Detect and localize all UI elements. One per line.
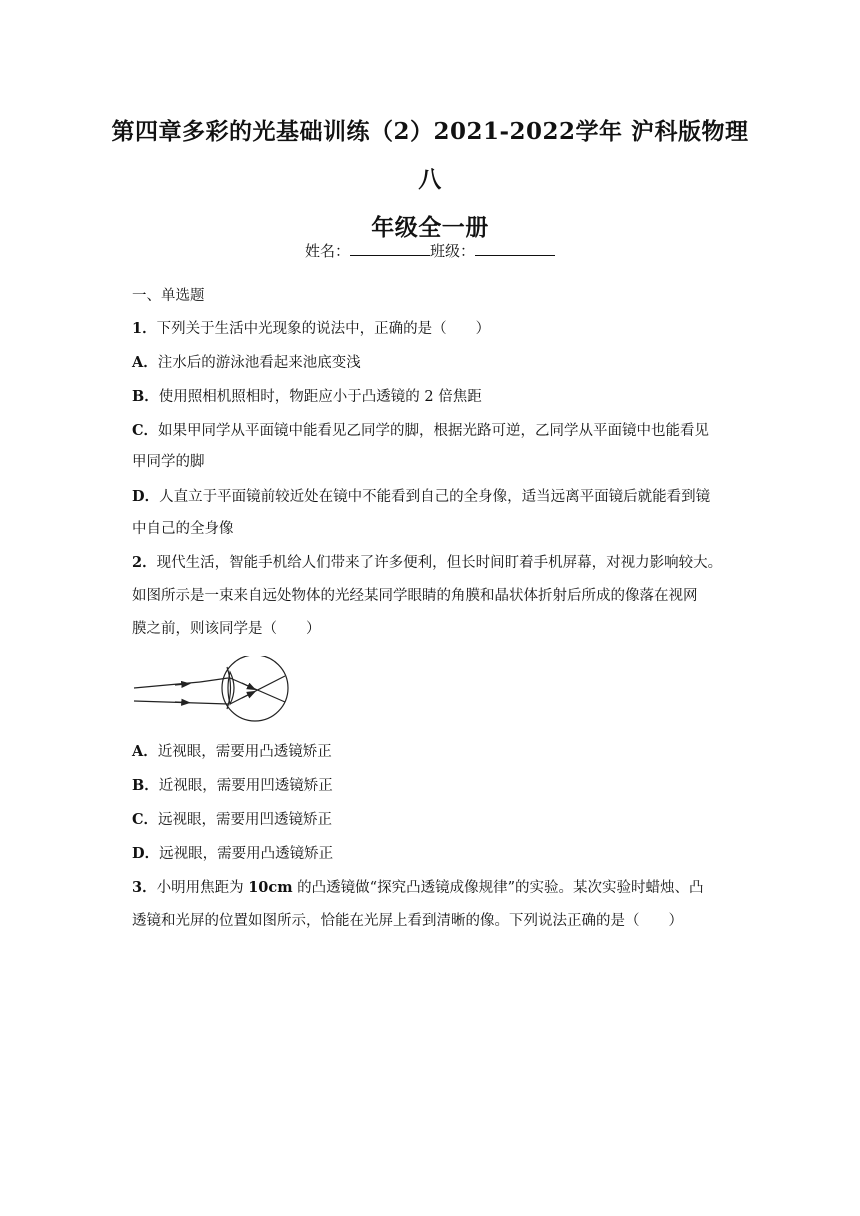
question-1-option-a: A．注水后的游泳池看起来池底变浅 (132, 354, 361, 371)
inner-arrow-lower (242, 693, 252, 698)
light-ray-upper-in-2 (200, 678, 228, 682)
class-label: 班级： (430, 242, 476, 260)
student-info-row (0, 240, 860, 262)
class-blank (475, 241, 555, 256)
refracted-ray-lower (230, 676, 285, 704)
question-2-option-d: D．远视眼，需要用凸透镜矫正 (132, 845, 334, 862)
question-3-stem: 3．小明用焦距为 10cm 的凸透镜做“探究凸透镜成像规律”的实验。某次实验时蜡烛、凸 (132, 879, 704, 896)
question-1-option-c: C．如果甲同学从平面镜中能看见乙同学的脚，根据光路可逆，乙同学从平面镜中也能看见 (132, 422, 710, 439)
question-1-option-d: D．人直立于平面镜前较近处在镜中不能看到自己的全身像，适当远离平面镜后就能看到镜 (132, 488, 711, 505)
section-heading: 一、单选题 (132, 288, 205, 304)
title-line-2: 年级全一册 (371, 214, 489, 241)
question-2-option-b: B．近视眼，需要用凹透镜矫正 (132, 777, 333, 794)
light-ray-upper-in (134, 682, 200, 688)
eye-diagram (130, 656, 292, 724)
name-label: 姓名： (304, 242, 350, 260)
question-1-option-c-cont: 甲同学的脚 (132, 454, 205, 470)
name-blank (350, 241, 430, 256)
question-2-option-c: C．远视眼，需要用凹透镜矫正 (132, 811, 333, 828)
inner-arrow-upper (242, 683, 252, 688)
question-2-stem-cont-2: 膜之前，则该同学是（ ） (132, 621, 321, 637)
question-1-option-b: B．使用照相机照相时，物距应小于凸透镜的 2 倍焦距 (132, 388, 482, 405)
document-title (110, 108, 750, 252)
question-1-option-d-cont: 中自己的全身像 (132, 521, 234, 537)
question-2-option-a: A．近视眼，需要用凸透镜矫正 (132, 743, 332, 760)
ray-arrow-lower (175, 702, 186, 703)
question-3-stem-cont: 透镜和光屏的位置如图所示，恰能在光屏上看到清晰的像。下列说法正确的是（ ） (132, 913, 683, 929)
question-2-stem-cont-1: 如图所示是一束来自远处物体的光经某同学眼睛的角膜和晶状体折射后所成的像落在视网 (132, 588, 698, 604)
question-1-stem: 1．下列关于生活中光现象的说法中，正确的是（ ） (132, 320, 491, 337)
question-2-stem: 2．现代生活，智能手机给人们带来了许多便利，但长时间盯着手机屏幕，对视力影响较大。 (132, 554, 723, 571)
title-line-1: 第四章多彩的光基础训练（2）2021-2022学年 沪科版物理八 (111, 118, 749, 193)
